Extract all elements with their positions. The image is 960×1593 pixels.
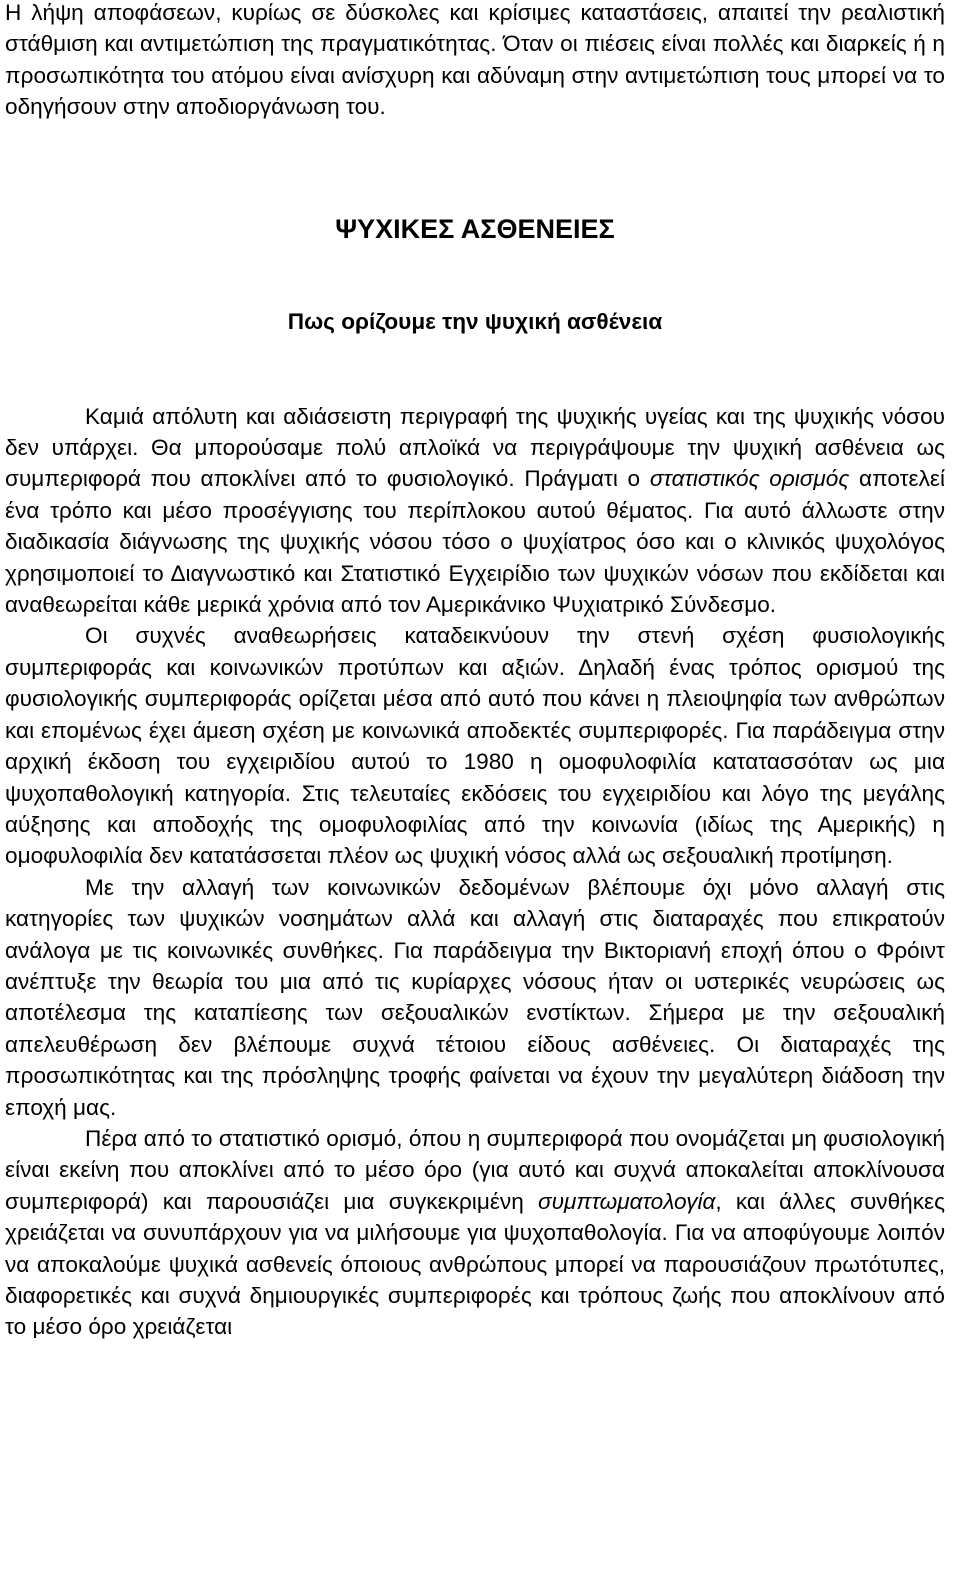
paragraph-1-emphasis: στατιστικός ορισμός — [649, 466, 850, 492]
paragraph-3: Με την αλλαγή των κοινωνικών δεδομένων βλέπουμε όχι μόνο αλλαγή στις κατηγορίες των ψυχικών νοσημάτων αλλά και αλλαγή στις διαταραχές που επικρατούν ανάλογα με τις κοινωνικές συνθήκες. Για παράδειγμα την Βικτοριανή εποχή όπου ο Φρόιντ ανέπτυξε την θεωρία του μια από τις κυρίαρχες νόσους ήταν οι υστερικές νευρώσεις ως αποτέλεσμα της καταπίεσης των σεξουαλικών ενστίκτων. Σήμερα με την σεξουαλική απελευθέρωση δεν βλέπουμε συχνά τέτοιου είδους ασθένειες. Οι διαταραχές της προσωπικότητας και της πρόσληψης τροφής φαίνεται να έχουν την μεγαλύτερη διάδοση την εποχή μας. — [5, 874, 945, 1120]
section-title: ΨΥΧΙΚΕΣ ΑΣΘΕΝΕΙΕΣ — [335, 213, 615, 244]
intro-paragraph: Η λήψη αποφάσεων, κυρίως σε δύσκολες και κρίσιμες καταστάσεις, απαιτεί την ρεαλιστική στάθμιση και αντιμετώπιση της πραγματικότητας. Όταν οι πιέσεις είναι πολλές και διαρκείς ή η προσωπικότητα του ατόμου είναι ανίσχυρη και αδύναμη στην αντιμετώπιση τους μπορεί να το οδηγήσουν στην αποδιοργάνωση του. — [5, 0, 945, 120]
section-subtitle: Πως ορίζουμε την ψυχική ασθένεια — [287, 308, 663, 334]
paragraph-2: Οι συχνές αναθεωρήσεις καταδεικνύουν την στενή σχέση φυσιολογικής συμπεριφοράς και κοινωνικών προτύπων και αξιών. Δηλαδή ένας τρόπος ορισμού της φυσιολογικής συμπεριφοράς ορίζεται μέσα από αυτό που κάνει η πλειοψηφία των ανθρώπων και επομένως έχει άμεση σχέση με κοινωνικά αποδεκτές συμπεριφορές. Για παράδειγμα στην αρχική έκδοση του εγχειριδίου αυτού το 1980 η ομοφυλοφιλία κατατασσόταν ως μια ψυχοπαθολογική κατηγορία. Στις τελευταίες εκδόσεις του εγχειριδίου και λόγο της μεγάλης αύξησης και αποδοχής της ομοφυλοφιλίας από την κοινωνία (ιδίως της Αμερικής) η ομοφυλοφιλία δεν κατατάσσεται πλέον ως ψυχική νόσος αλλά ως σεξουαλική προτίμηση. — [5, 623, 945, 869]
paragraph-1 — [5, 401, 945, 621]
paragraph-4 — [5, 1123, 945, 1343]
paragraph-4-text-a: Πέρα από το στατιστικό ορισμό, όπου η συμπεριφορά που ονομάζεται μη φυσιολογική είναι εκείνη που αποκλίνει από το μέσο όρο (για αυτό και συχνά αποκαλείται αποκλίνουσα συμπεριφορά) και παρουσιάζει μια συγκεκριμένη — [5, 1125, 945, 1214]
paragraph-1-text-a: Καμιά απόλυτη και αδιάσειστη περιγραφή της ψυχικής υγείας και της ψυχικής νόσου δεν υπάρχει. Θα μπορούσαμε πολύ απλοϊκά να περιγράψουμε την ψυχική ασθένεια ως συμπεριφορά που αποκλίνει από το φυσιολογικό. Πράγματι ο — [5, 403, 945, 492]
document-page — [5, 0, 945, 1343]
paragraph-1-text-b: αποτελεί ένα τρόπο και μέσο προσέγγισης του περίπλοκου αυτού θέματος. Για αυτό άλλωστε στην διαδικασία διάγνωσης της ψυχικής νόσου τόσο ο ψυχίατρος όσο και ο κλινικός ψυχολόγος χρησιμοποιεί το Διαγνωστικό και Στατιστικό Εγχειρίδιο των ψυχικών νόσων που εκδίδεται και αναθεωρείται κάθε μερικά χρόνια από τον Αμερικάνικο Ψυχιατρικό Σύνδεσμο. — [5, 466, 945, 618]
paragraph-4-emphasis: συμπτωματολογία — [537, 1188, 716, 1214]
paragraph-4-text-b: , και άλλες συνθήκες χρειάζεται να συνυπάρχουν για να μιλήσουμε για ψυχοπαθολογία. Για να αποφύγουμε λοιπόν να αποκαλούμε ψυχικά ασθενείς όποιους ανθρώπους μπορεί να παρουσιάζουν πρωτότυπες, διαφορετικές και συχνά δημιουργικές συμπεριφορές και τρόπους ζωής που αποκλίνουν από το μέσο όρο χρειάζεται — [5, 1188, 945, 1340]
